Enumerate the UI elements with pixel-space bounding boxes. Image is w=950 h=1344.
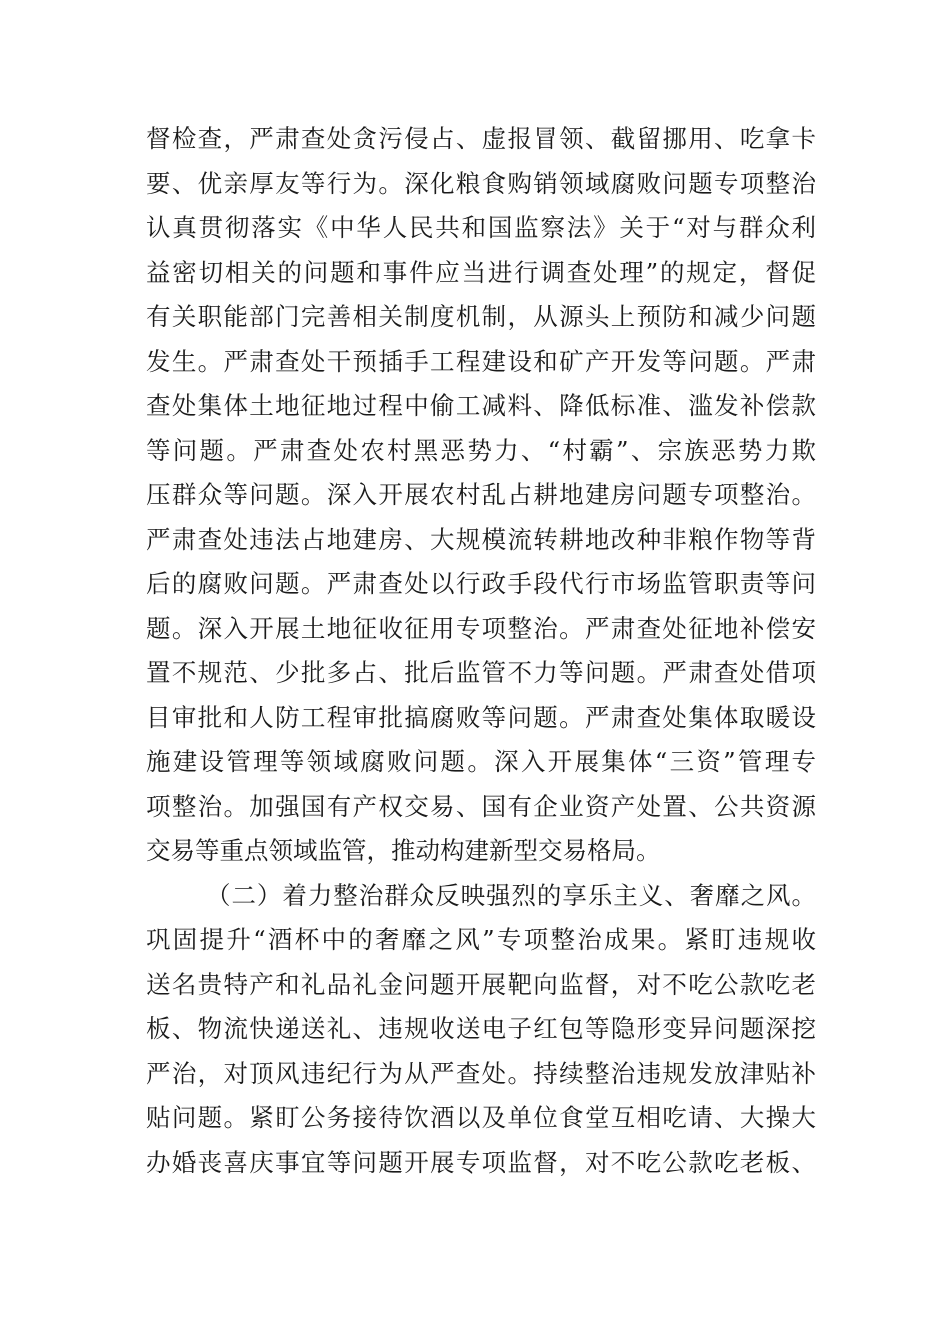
text-line: 认真贯彻落实《中华人民共和国监察法》关于“对与群众利: [146, 213, 816, 242]
text-line: 项整治。加强国有产权交易、国有企业资产处置、公共资源: [146, 791, 816, 821]
text-line: 办婚丧喜庆事宜等问题开展专项监督，对不吃公款吃老板、: [146, 1147, 816, 1177]
paragraph-end-line: 交易等重点领域监管，推动构建新型交易格局。: [146, 836, 661, 865]
text-line: 压群众等问题。深入开展农村乱占耕地建房问题专项整治。: [146, 480, 816, 509]
text-line: 题。深入开展土地征收征用专项整治。严肃查处征地补偿安: [146, 613, 816, 643]
text-line: 严肃查处违法占地建房、大规模流转耕地改种非粮作物等背: [146, 524, 816, 554]
text-line: 贴问题。紧盯公务接待饮酒以及单位食堂互相吃请、大操大: [146, 1103, 816, 1132]
text-line: 板、物流快递送礼、违规收送电子红包等隐形变异问题深挖: [146, 1014, 816, 1043]
text-line: 益密切相关的问题和事件应当进行调查处理”的规定，督促: [146, 257, 816, 287]
text-line: 等问题。严肃查处农村黑恶势力、“村霸”、宗族恶势力欺: [146, 435, 816, 465]
text-line: 巩固提升“酒杯中的奢靡之风”专项整治成果。紧盯违规收: [146, 925, 816, 954]
body-text: [146, 117, 816, 1185]
text-line: 施建设管理等领域腐败问题。深入开展集体“三资”管理专: [146, 747, 816, 776]
text-line: 置不规范、少批多占、批后监管不力等问题。严肃查处借项: [146, 658, 816, 687]
text-line: 目审批和人防工程审批搞腐败等问题。严肃查处集体取暖设: [146, 702, 816, 732]
text-line: 送名贵特产和礼品礼金问题开展靶向监督，对不吃公款吃老: [146, 969, 816, 999]
text-line: 查处集体土地征地过程中偷工减料、降低标准、滥发补偿款: [146, 391, 816, 420]
text-line: 有关职能部门完善相关制度机制，从源头上预防和减少问题: [146, 302, 816, 331]
text-line: 发生。严肃查处干预插手工程建设和矿产开发等问题。严肃: [146, 346, 816, 376]
text-line: 后的腐败问题。严肃查处以行政手段代行市场监管职责等问: [146, 569, 816, 598]
text-line: 要、优亲厚友等行为。深化粮食购销领域腐败问题专项整治: [146, 168, 816, 198]
text-line: 督检查，严肃查处贪污侵占、虚报冒领、截留挪用、吃拿卡: [146, 124, 816, 153]
text-line: 严治，对顶风违纪行为从严查处。持续整治违规发放津贴补: [146, 1058, 816, 1088]
section-heading-line: （二）着力整治群众反映强烈的享乐主义、奢靡之风。: [206, 880, 816, 910]
